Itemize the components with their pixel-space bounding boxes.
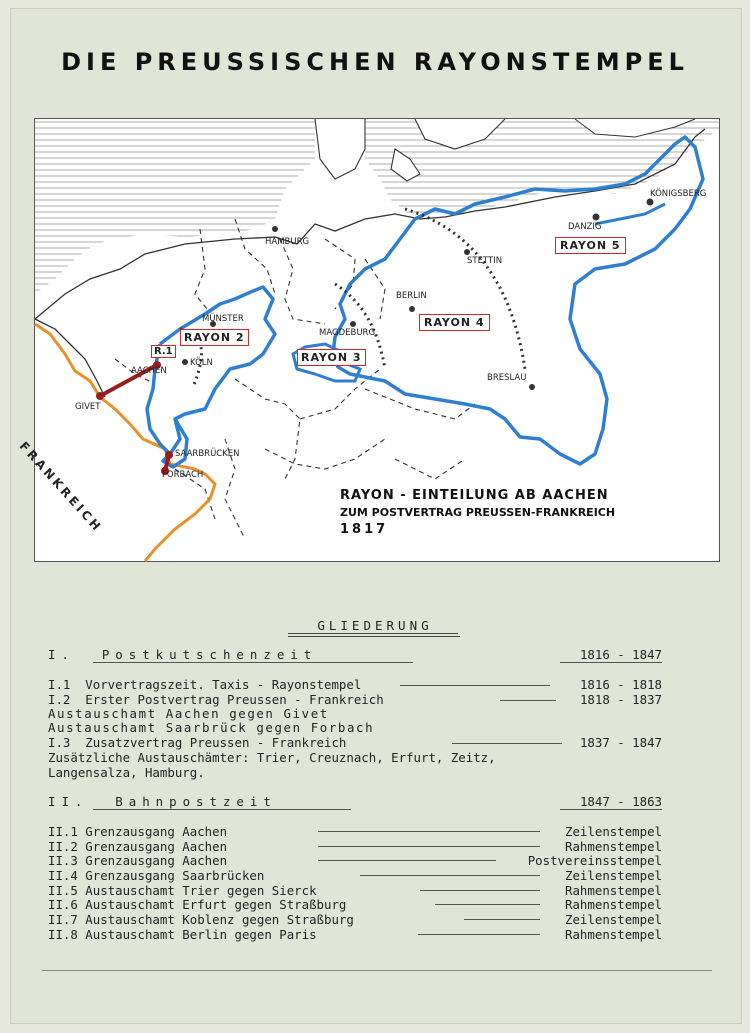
section-2-rule — [93, 809, 351, 810]
label-aachen: AACHEN — [131, 366, 167, 376]
item-1-2-years: 1818 - 1837 — [579, 692, 662, 707]
item-2-4: II.4 Grenzausgang Saarbrücken — [48, 868, 265, 883]
item-1-3: I.3 Zusatzvertrag Preussen - Frankreich — [48, 735, 347, 750]
item-2-2-type: Rahmenstempel — [565, 839, 662, 854]
label-koenigsberg: KÖNIGSBERG — [650, 189, 707, 199]
leader — [420, 890, 540, 891]
section-2-years: 1847 - 1863 — [579, 794, 662, 809]
item-2-7: II.7 Austauschamt Koblenz gegen Straßburg — [48, 912, 354, 927]
label-magdeburg: MAGDEBURG — [319, 328, 376, 338]
item-2-4-type: Zeilenstempel — [565, 868, 662, 883]
item-1-3-b: Langensalza, Hamburg. — [48, 765, 205, 780]
label-koeln: KÖLN — [190, 358, 213, 368]
item-2-3: II.3 Grenzausgang Aachen — [48, 853, 228, 868]
page-title: DIE PREUSSISCHEN RAYONSTEMPEL — [61, 48, 689, 76]
section-1-title: I. Postkutschenzeit — [48, 647, 318, 662]
section-2-years-rule — [560, 809, 662, 810]
rayon-2-label: RAYON 2 — [180, 329, 249, 346]
item-2-7-type: Zeilenstempel — [565, 912, 662, 927]
item-2-1-type: Zeilenstempel — [565, 824, 662, 839]
label-givet: GIVET — [75, 402, 101, 412]
rayon-4-label: RAYON 4 — [419, 314, 490, 331]
item-2-8: II.8 Austauschamt Berlin gegen Paris — [48, 927, 317, 942]
item-1-1-years: 1816 - 1818 — [579, 677, 662, 692]
section-2-title: II. Bahnpostzeit — [48, 794, 277, 809]
item-2-5: II.5 Austauschamt Trier gegen Sierck — [48, 883, 317, 898]
item-1-3-a: Zusätzliche Austauschämter: Trier, Creuznach, Erfurt, Zeitz, — [48, 750, 496, 765]
outline-heading: GLIEDERUNG — [317, 618, 433, 633]
leader — [400, 685, 550, 686]
item-2-3-type: Postvereinsstempel — [527, 853, 662, 868]
map-caption — [340, 487, 615, 538]
label-danzig: DANZIG — [568, 222, 602, 232]
bottom-rule — [42, 970, 712, 971]
rayon-3-label: RAYON 3 — [297, 349, 366, 366]
rayon-5-label: RAYON 5 — [555, 237, 626, 254]
section-1-years: 1816 - 1847 — [579, 647, 662, 662]
rayon-1-label: R.1 — [151, 345, 176, 358]
item-2-6-type: Rahmenstempel — [565, 897, 662, 912]
item-1-1: I.1 Vorvertragszeit. Taxis - Rayonstempel — [48, 677, 362, 692]
heading-underline-2 — [288, 636, 460, 637]
rayon-map — [16, 118, 720, 562]
leader — [500, 700, 556, 701]
item-2-1: II.1 Grenzausgang Aachen — [48, 824, 228, 839]
leader — [452, 743, 562, 744]
section-1-years-rule — [560, 662, 662, 663]
item-2-2: II.2 Grenzausgang Aachen — [48, 839, 228, 854]
label-breslau: BRESLAU — [487, 373, 527, 383]
label-berlin: BERLIN — [396, 291, 427, 301]
item-1-2: I.2 Erster Postvertrag Preussen - Frankreich — [48, 692, 384, 707]
leader — [318, 846, 540, 847]
caption-line-3: 1817 — [340, 522, 389, 537]
label-hamburg: HAMBURG — [265, 237, 310, 247]
item-1-2-a: Austauschamt Aachen gegen Givet — [48, 706, 329, 721]
item-1-2-b: Austauschamt Saarbrück gegen Forbach — [48, 720, 375, 735]
leader — [318, 860, 496, 861]
item-2-5-type: Rahmenstempel — [565, 883, 662, 898]
leader — [464, 919, 540, 920]
label-frankreich: FRANKREICH — [16, 439, 106, 536]
label-muenster: MÜNSTER — [202, 314, 244, 324]
leader — [435, 904, 540, 905]
leader — [318, 831, 540, 832]
leader — [418, 934, 540, 935]
leader — [360, 875, 540, 876]
label-stettin: STETTIN — [467, 256, 503, 266]
item-1-3-years: 1837 - 1847 — [579, 735, 662, 750]
heading-underline — [288, 633, 458, 634]
caption-line-1: RAYON - EINTEILUNG AB AACHEN — [340, 488, 609, 503]
item-2-6: II.6 Austauschamt Erfurt gegen Straßburg — [48, 897, 347, 912]
section-1-rule — [93, 662, 413, 663]
caption-line-2: ZUM POSTVERTRAG PREUSSEN-FRANKREICH — [340, 506, 616, 519]
label-saarbruecken: SAARBRÜCKEN — [175, 449, 240, 459]
item-2-8-type: Rahmenstempel — [565, 927, 662, 942]
label-forbach: FORBACH — [162, 470, 204, 480]
